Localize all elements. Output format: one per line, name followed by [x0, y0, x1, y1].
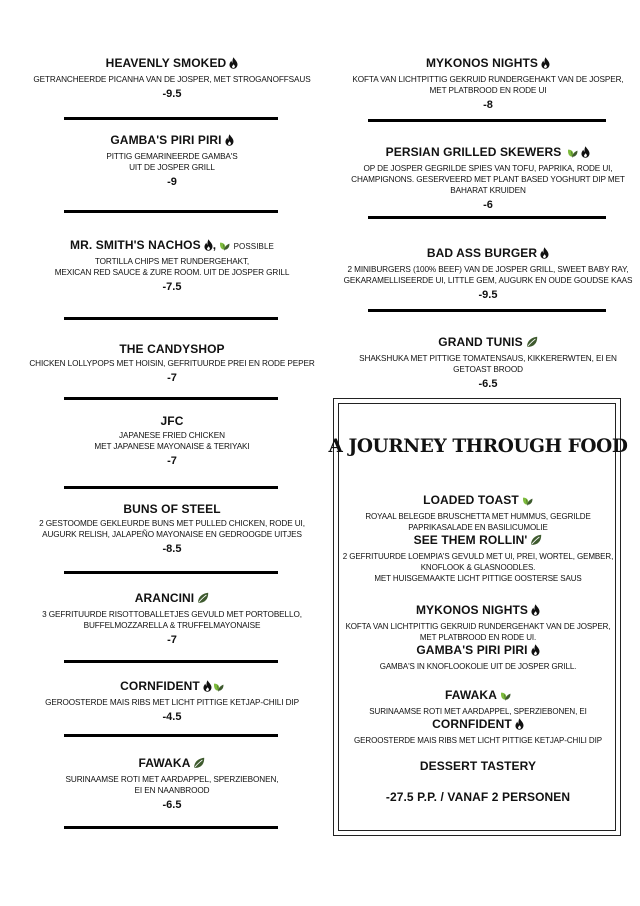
veggie-leaf-icon — [530, 534, 542, 550]
menu-item-cornfident — [22, 679, 322, 724]
journey-price-text: -27.5 P.P. / VANAF 2 PERSONEN — [385, 790, 571, 804]
item-price: -7 — [167, 372, 177, 384]
item-desc: PITTIG GEMARINEERDE GAMBA'S UIT DE JOSPER GRILL — [106, 152, 238, 172]
item-name: GAMBA'S PIRI PIRI — [22, 133, 322, 150]
fire-icon — [531, 604, 540, 620]
item-name: JFC — [160, 414, 184, 428]
item-desc: GEROOSTERDE MAIS RIBS MET LICHT PITTIGE KETJAP-CHILI DIP — [354, 736, 602, 745]
item-price: -6 — [483, 199, 493, 211]
journey-item-cornfident — [326, 717, 630, 746]
journey-price — [326, 790, 630, 805]
item-name: FAWAKA — [22, 756, 322, 773]
menu-item-mr-smiths-nachos — [22, 238, 322, 294]
item-desc: SHAKSHUKA MET PITTIGE TOMATENSAUS, KIKKERERWTEN, EI EN GETOAST BROOD — [359, 354, 617, 374]
divider — [64, 486, 278, 489]
journey-title: A JOURNEY THROUGH FOOD — [328, 436, 628, 457]
item-name: BUNS OF STEEL — [123, 502, 221, 516]
item-desc: SURINAAMSE ROTI MET AARDAPPEL, SPERZIEBONEN, EI EN NAANBROOD — [65, 775, 279, 795]
item-name: DESSERT TASTERY — [419, 759, 537, 773]
item-desc: OP DE JOSPER GEGRILDE SPIES VAN TOFU, PAPRIKA, RODE UI, CHAMPIGNONS. GESERVEERD MET PLANT BASED YOGHURT DIP MET BAHARAT KRUIDEN — [351, 164, 625, 195]
divider — [64, 734, 278, 737]
item-price: -8 — [483, 99, 493, 111]
item-price: -8.5 — [162, 543, 182, 555]
journey-item-see-them-rollin — [326, 533, 630, 584]
fire-icon — [541, 57, 550, 73]
divider — [64, 660, 278, 663]
veggie-leaf-icon — [197, 592, 209, 608]
menu-item-heavenly-smoked — [22, 56, 322, 101]
fire-icon — [229, 57, 238, 73]
menu-item-arancini — [22, 591, 322, 647]
item-desc: TORTILLA CHIPS MET RUNDERGEHAKT, MEXICAN RED SAUCE & ZURE ROOM. UIT DE JOSPER GRILL — [54, 257, 290, 277]
item-desc: ROYAAL BELEGDE BRUSCHETTA MET HUMMUS, GEGRILDE PAPRIKASALADE EN BASILICUMOLIE — [365, 512, 591, 532]
journey-item-gambas-piri-piri — [326, 643, 630, 672]
divider — [64, 397, 278, 400]
item-name: CORNFIDENT — [22, 679, 322, 696]
item-desc: 3 GEFRITUURDE RISOTTOBALLETJES GEVULD MET PORTOBELLO, BUFFELMOZZARELLA & TRUFFELMAYONAISE — [42, 610, 302, 630]
item-desc: 2 MINIBURGERS (100% BEEF) VAN DE JOSPER GRILL, SWEET BABY RAY, GEKARAMELLISEERDE UI, LITTLE GEM, AUGURK EN OUDE GOUDSE KAAS — [343, 265, 633, 285]
item-name: ARANCINI — [22, 591, 322, 608]
veggie-leaf-icon — [526, 336, 538, 352]
menu-item-gambas-piri-piri — [22, 133, 322, 189]
divider — [64, 571, 278, 574]
divider — [368, 119, 606, 122]
item-desc: 2 GEFRITUURDE LOEMPIA'S GEVULD MET UI, PREI, WORTEL, GEMBER, KNOFLOOK & GLASNOODLES. MET HUISGEMAAKTE LICHT PITTIGE OOSTERSE SAUS — [342, 552, 614, 583]
fire-icon — [225, 134, 234, 150]
divider — [64, 317, 278, 320]
item-price: -7 — [167, 634, 177, 646]
item-name: MYKONOS NIGHTS — [326, 603, 630, 620]
divider — [64, 826, 278, 829]
item-desc: 2 GESTOOMDE GEKLEURDE BUNS MET PULLED CHICKEN, RODE UI, AUGURK RELISH, JALAPEÑO MAYONAISE EN GEDROOGDE UITJES — [39, 519, 305, 539]
menu-item-persian-grilled-skewers — [338, 145, 638, 212]
item-desc: GETRANCHEERDE PICANHA VAN DE JOSPER, MET STROGANOFFSAUS — [33, 75, 311, 84]
journey-through-food-box — [328, 398, 628, 836]
possible-note: POSSIBLE — [233, 242, 274, 251]
item-name: MYKONOS NIGHTS — [338, 56, 638, 73]
vegan-leaf-icon — [522, 495, 533, 510]
menu-item-fawaka — [22, 756, 322, 812]
vegan-leaf-icon — [567, 147, 578, 162]
item-price: -6.5 — [478, 378, 498, 390]
item-price: -7 — [167, 455, 177, 467]
fire-icon — [203, 680, 212, 696]
item-name: HEAVENLY SMOKED — [22, 56, 322, 73]
item-price: -6.5 — [162, 799, 182, 811]
divider — [368, 309, 606, 312]
item-name: GRAND TUNIS — [338, 335, 638, 352]
vegan-leaf-icon — [219, 240, 230, 255]
menu-item-the-candyshop — [22, 342, 322, 385]
vegan-leaf-icon — [213, 681, 224, 696]
item-price: -4.5 — [162, 711, 182, 723]
fire-icon — [581, 146, 590, 162]
item-price: -9.5 — [162, 88, 182, 100]
item-price: -9 — [167, 176, 177, 188]
divider — [64, 117, 278, 120]
item-desc: GAMBA'S IN KNOFLOOKOLIE UIT DE JOSPER GRILL. — [379, 662, 577, 671]
item-name: SEE THEM ROLLIN' — [326, 533, 630, 550]
item-desc: CHICKEN LOLLYPOPS MET HOISIN, GEFRITUURDE PREI EN RODE PEPER — [29, 359, 315, 368]
item-name: PERSIAN GRILLED SKEWERS — [338, 145, 638, 162]
journey-item-fawaka — [326, 688, 630, 717]
journey-item-loaded-toast — [326, 493, 630, 533]
item-name: THE CANDYSHOP — [119, 342, 225, 356]
item-name: LOADED TOAST — [326, 493, 630, 510]
item-desc: GEROOSTERDE MAIS RIBS MET LICHT PITTIGE KETJAP-CHILI DIP — [45, 698, 299, 707]
item-price: -7.5 — [162, 281, 182, 293]
vegan-leaf-icon — [500, 690, 511, 705]
item-name: FAWAKA — [326, 688, 630, 705]
fire-icon — [515, 718, 524, 734]
item-price: -9.5 — [478, 289, 498, 301]
divider — [368, 216, 606, 219]
fire-icon — [204, 239, 213, 255]
journey-item-mykonos-nights — [326, 603, 630, 643]
veggie-leaf-icon — [193, 757, 205, 773]
menu-item-jfc — [22, 414, 322, 468]
item-name: MR. SMITH'S NACHOS , POSSIBLE — [22, 238, 322, 255]
item-name: CORNFIDENT — [326, 717, 630, 734]
item-desc: JAPANESE FRIED CHICKEN MET JAPANESE MAYONAISE & TERIYAKI — [94, 431, 250, 451]
item-name: BAD ASS BURGER — [338, 246, 638, 263]
item-desc: SURINAAMSE ROTI MET AARDAPPEL, SPERZIEBONEN, EI — [369, 707, 587, 716]
menu-item-grand-tunis — [338, 335, 638, 391]
item-desc: KOFTA VAN LICHTPITTIG GEKRUID RUNDERGEHAKT VAN DE JOSPER, MET PLATBROOD EN RODE UI. — [345, 622, 611, 642]
fire-icon — [540, 247, 549, 263]
menu-item-bad-ass-burger — [338, 246, 638, 302]
item-desc: KOFTA VAN LICHTPITTIG GEKRUID RUNDERGEHAKT VAN DE JOSPER, MET PLATBROOD EN RODE UI — [352, 75, 624, 95]
menu-item-mykonos-nights — [338, 56, 638, 112]
divider — [64, 210, 278, 213]
fire-icon — [531, 644, 540, 660]
journey-item-dessert-tastery — [326, 759, 630, 774]
item-name: GAMBA'S PIRI PIRI — [326, 643, 630, 660]
menu-item-buns-of-steel — [22, 502, 322, 556]
